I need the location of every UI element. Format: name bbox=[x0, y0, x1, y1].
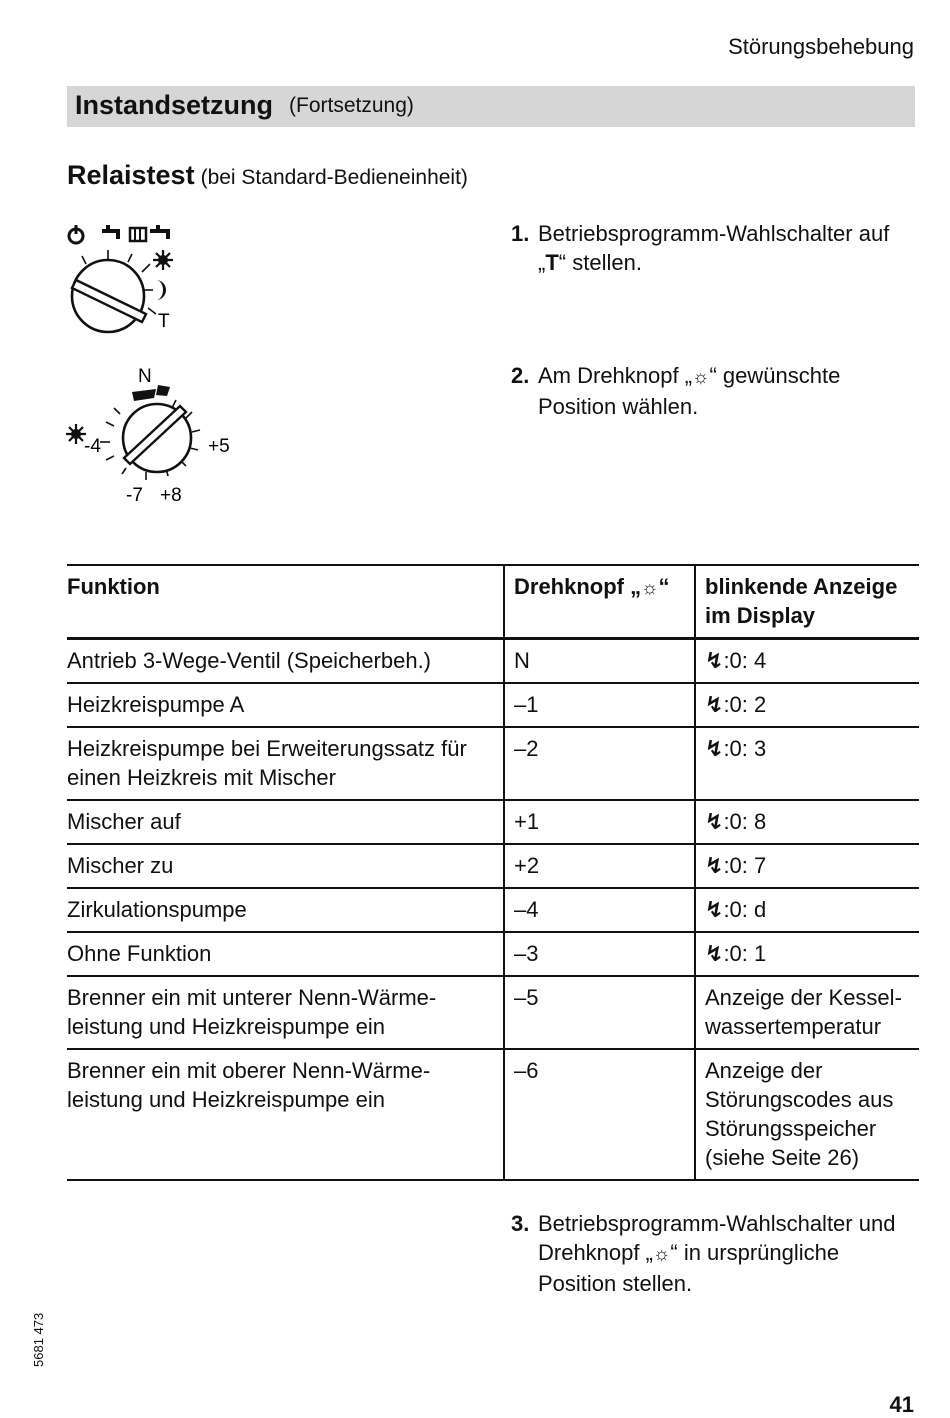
step-2 bbox=[511, 361, 911, 421]
table-row bbox=[67, 888, 919, 932]
sun-icon: ☼ bbox=[692, 367, 710, 388]
cell-anzeige bbox=[695, 844, 919, 888]
cell-anzeige bbox=[695, 639, 919, 684]
dial-label-t: T bbox=[158, 311, 170, 332]
cell-funktion: Brenner ein mit unterer Nenn-Wärmeleistung und Heizkreispumpe ein bbox=[67, 976, 504, 1049]
flash-icon: ↯ bbox=[705, 853, 724, 878]
step-1-bold: T bbox=[545, 250, 559, 275]
header-bar bbox=[67, 86, 915, 127]
cell-anzeige bbox=[695, 727, 919, 800]
cell-drehknopf: –1 bbox=[504, 683, 695, 727]
header-drehknopf bbox=[504, 565, 695, 639]
cell-anzeige-text: :0: 4 bbox=[723, 648, 767, 673]
flash-icon: ↯ bbox=[705, 941, 724, 966]
program-selector-dial bbox=[60, 220, 200, 335]
header-drehknopf-text: Drehknopf „ bbox=[514, 574, 642, 599]
cell-drehknopf: +2 bbox=[504, 844, 695, 888]
dial-label-n: N bbox=[138, 366, 152, 387]
cell-funktion: Mischer auf bbox=[67, 800, 504, 844]
page-title: Instandsetzung bbox=[75, 90, 274, 120]
dial-label-minus7: -7 bbox=[126, 485, 143, 506]
step-3 bbox=[511, 1209, 911, 1298]
subheading-title: Relaistest bbox=[67, 160, 195, 190]
sun-icon bbox=[66, 424, 86, 444]
dial-label-minus4: -4 bbox=[84, 436, 101, 457]
cell-anzeige-text: :0: 8 bbox=[723, 809, 767, 834]
table-row bbox=[67, 639, 919, 684]
cell-anzeige-text: :0: 3 bbox=[723, 736, 767, 761]
radiator-tap-icon bbox=[130, 225, 170, 241]
step-1-text: Betriebsprogramm-Wahlschalter auf „ bbox=[538, 221, 890, 275]
cell-anzeige bbox=[695, 932, 919, 976]
table-row bbox=[67, 800, 919, 844]
cell-anzeige bbox=[695, 800, 919, 844]
page-title-suffix: (Fortsetzung) bbox=[289, 94, 414, 117]
step-2-number: 2. bbox=[511, 363, 530, 388]
step-3-text-end: “ in ursprüngliche Position stellen. bbox=[538, 1240, 840, 1296]
header-drehknopf-quote: “ bbox=[658, 574, 670, 599]
header-funktion: Funktion bbox=[67, 565, 504, 639]
table-row bbox=[67, 683, 919, 727]
page-number: 41 bbox=[889, 1392, 914, 1417]
table-row bbox=[67, 1049, 919, 1180]
flash-icon: ↯ bbox=[705, 692, 724, 717]
cell-anzeige-text: :0: d bbox=[723, 897, 767, 922]
sun-icon: ☼ bbox=[641, 578, 659, 599]
subheading-suffix: (bei Standard-Bedieneinheit) bbox=[200, 166, 468, 189]
table-row bbox=[67, 976, 919, 1049]
moon-icon bbox=[156, 280, 166, 300]
step-3-number: 3. bbox=[511, 1211, 530, 1236]
cell-drehknopf: +1 bbox=[504, 800, 695, 844]
cell-anzeige bbox=[695, 683, 919, 727]
cell-drehknopf: N bbox=[504, 639, 695, 684]
step-1-text-end: “ stellen. bbox=[558, 250, 642, 275]
header-anzeige: blinkende Anzeige im Display bbox=[695, 565, 919, 639]
cell-funktion: Antrieb 3-Wege-Ventil (Speicherbeh.) bbox=[67, 639, 504, 684]
cell-anzeige-text: :0: 2 bbox=[723, 692, 767, 717]
step-3-text: Betriebsprogramm-Wahlschalter und Drehknopf „ bbox=[538, 1211, 896, 1265]
cell-anzeige: Anzeige der Störungscodes aus Störungsspeicher (siehe Seite 26) bbox=[695, 1049, 919, 1180]
step-2-text: Am Drehknopf „ bbox=[538, 363, 693, 388]
document-number bbox=[31, 1312, 61, 1372]
cell-anzeige-text: :0: 1 bbox=[723, 941, 767, 966]
subheading bbox=[67, 160, 468, 191]
cell-funktion: Zirkulationspumpe bbox=[67, 888, 504, 932]
cell-anzeige bbox=[695, 888, 919, 932]
cell-drehknopf: –3 bbox=[504, 932, 695, 976]
sun-icon: ☼ bbox=[652, 1244, 671, 1265]
table-header-row bbox=[67, 565, 919, 639]
cell-funktion: Mischer zu bbox=[67, 844, 504, 888]
relay-test-table bbox=[67, 564, 919, 1181]
dial-label-plus5: +5 bbox=[208, 436, 230, 457]
cell-anzeige: Anzeige der Kesselwassertemperatur bbox=[695, 976, 919, 1049]
cell-drehknopf: –4 bbox=[504, 888, 695, 932]
flash-icon: ↯ bbox=[705, 897, 724, 922]
flash-icon: ↯ bbox=[705, 736, 724, 761]
dial-label-plus8: +8 bbox=[160, 485, 182, 506]
cell-drehknopf: –6 bbox=[504, 1049, 695, 1180]
table-row bbox=[67, 932, 919, 976]
table-row bbox=[67, 844, 919, 888]
flash-icon: ↯ bbox=[705, 648, 724, 673]
table-row bbox=[67, 727, 919, 800]
sun-icon bbox=[153, 250, 173, 270]
cell-funktion: Brenner ein mit oberer Nenn-Wärmeleistung und Heizkreispumpe ein bbox=[67, 1049, 504, 1180]
dial-mark-n-left bbox=[132, 389, 156, 401]
hot-water-tap-icon bbox=[102, 225, 120, 239]
flash-icon: ↯ bbox=[705, 809, 724, 834]
step-1-number: 1. bbox=[511, 221, 530, 246]
rotary-knob-dial bbox=[60, 362, 250, 507]
section-label: Störungsbehebung bbox=[728, 34, 914, 59]
dial-mark-n-right bbox=[156, 385, 170, 396]
step-1 bbox=[511, 219, 911, 277]
cell-funktion: Ohne Funktion bbox=[67, 932, 504, 976]
cell-funktion: Heizkreispumpe A bbox=[67, 683, 504, 727]
cell-drehknopf: –5 bbox=[504, 976, 695, 1049]
cell-funktion: Heizkreispumpe bei Erweiterungssatz für einen Heizkreis mit Mischer bbox=[67, 727, 504, 800]
standby-icon bbox=[69, 225, 83, 243]
cell-drehknopf: –2 bbox=[504, 727, 695, 800]
step-2-text-end: “ gewünschte Position wählen. bbox=[538, 363, 841, 419]
cell-anzeige-text: :0: 7 bbox=[723, 853, 767, 878]
document-number-text: 5681 473 bbox=[31, 1312, 46, 1367]
